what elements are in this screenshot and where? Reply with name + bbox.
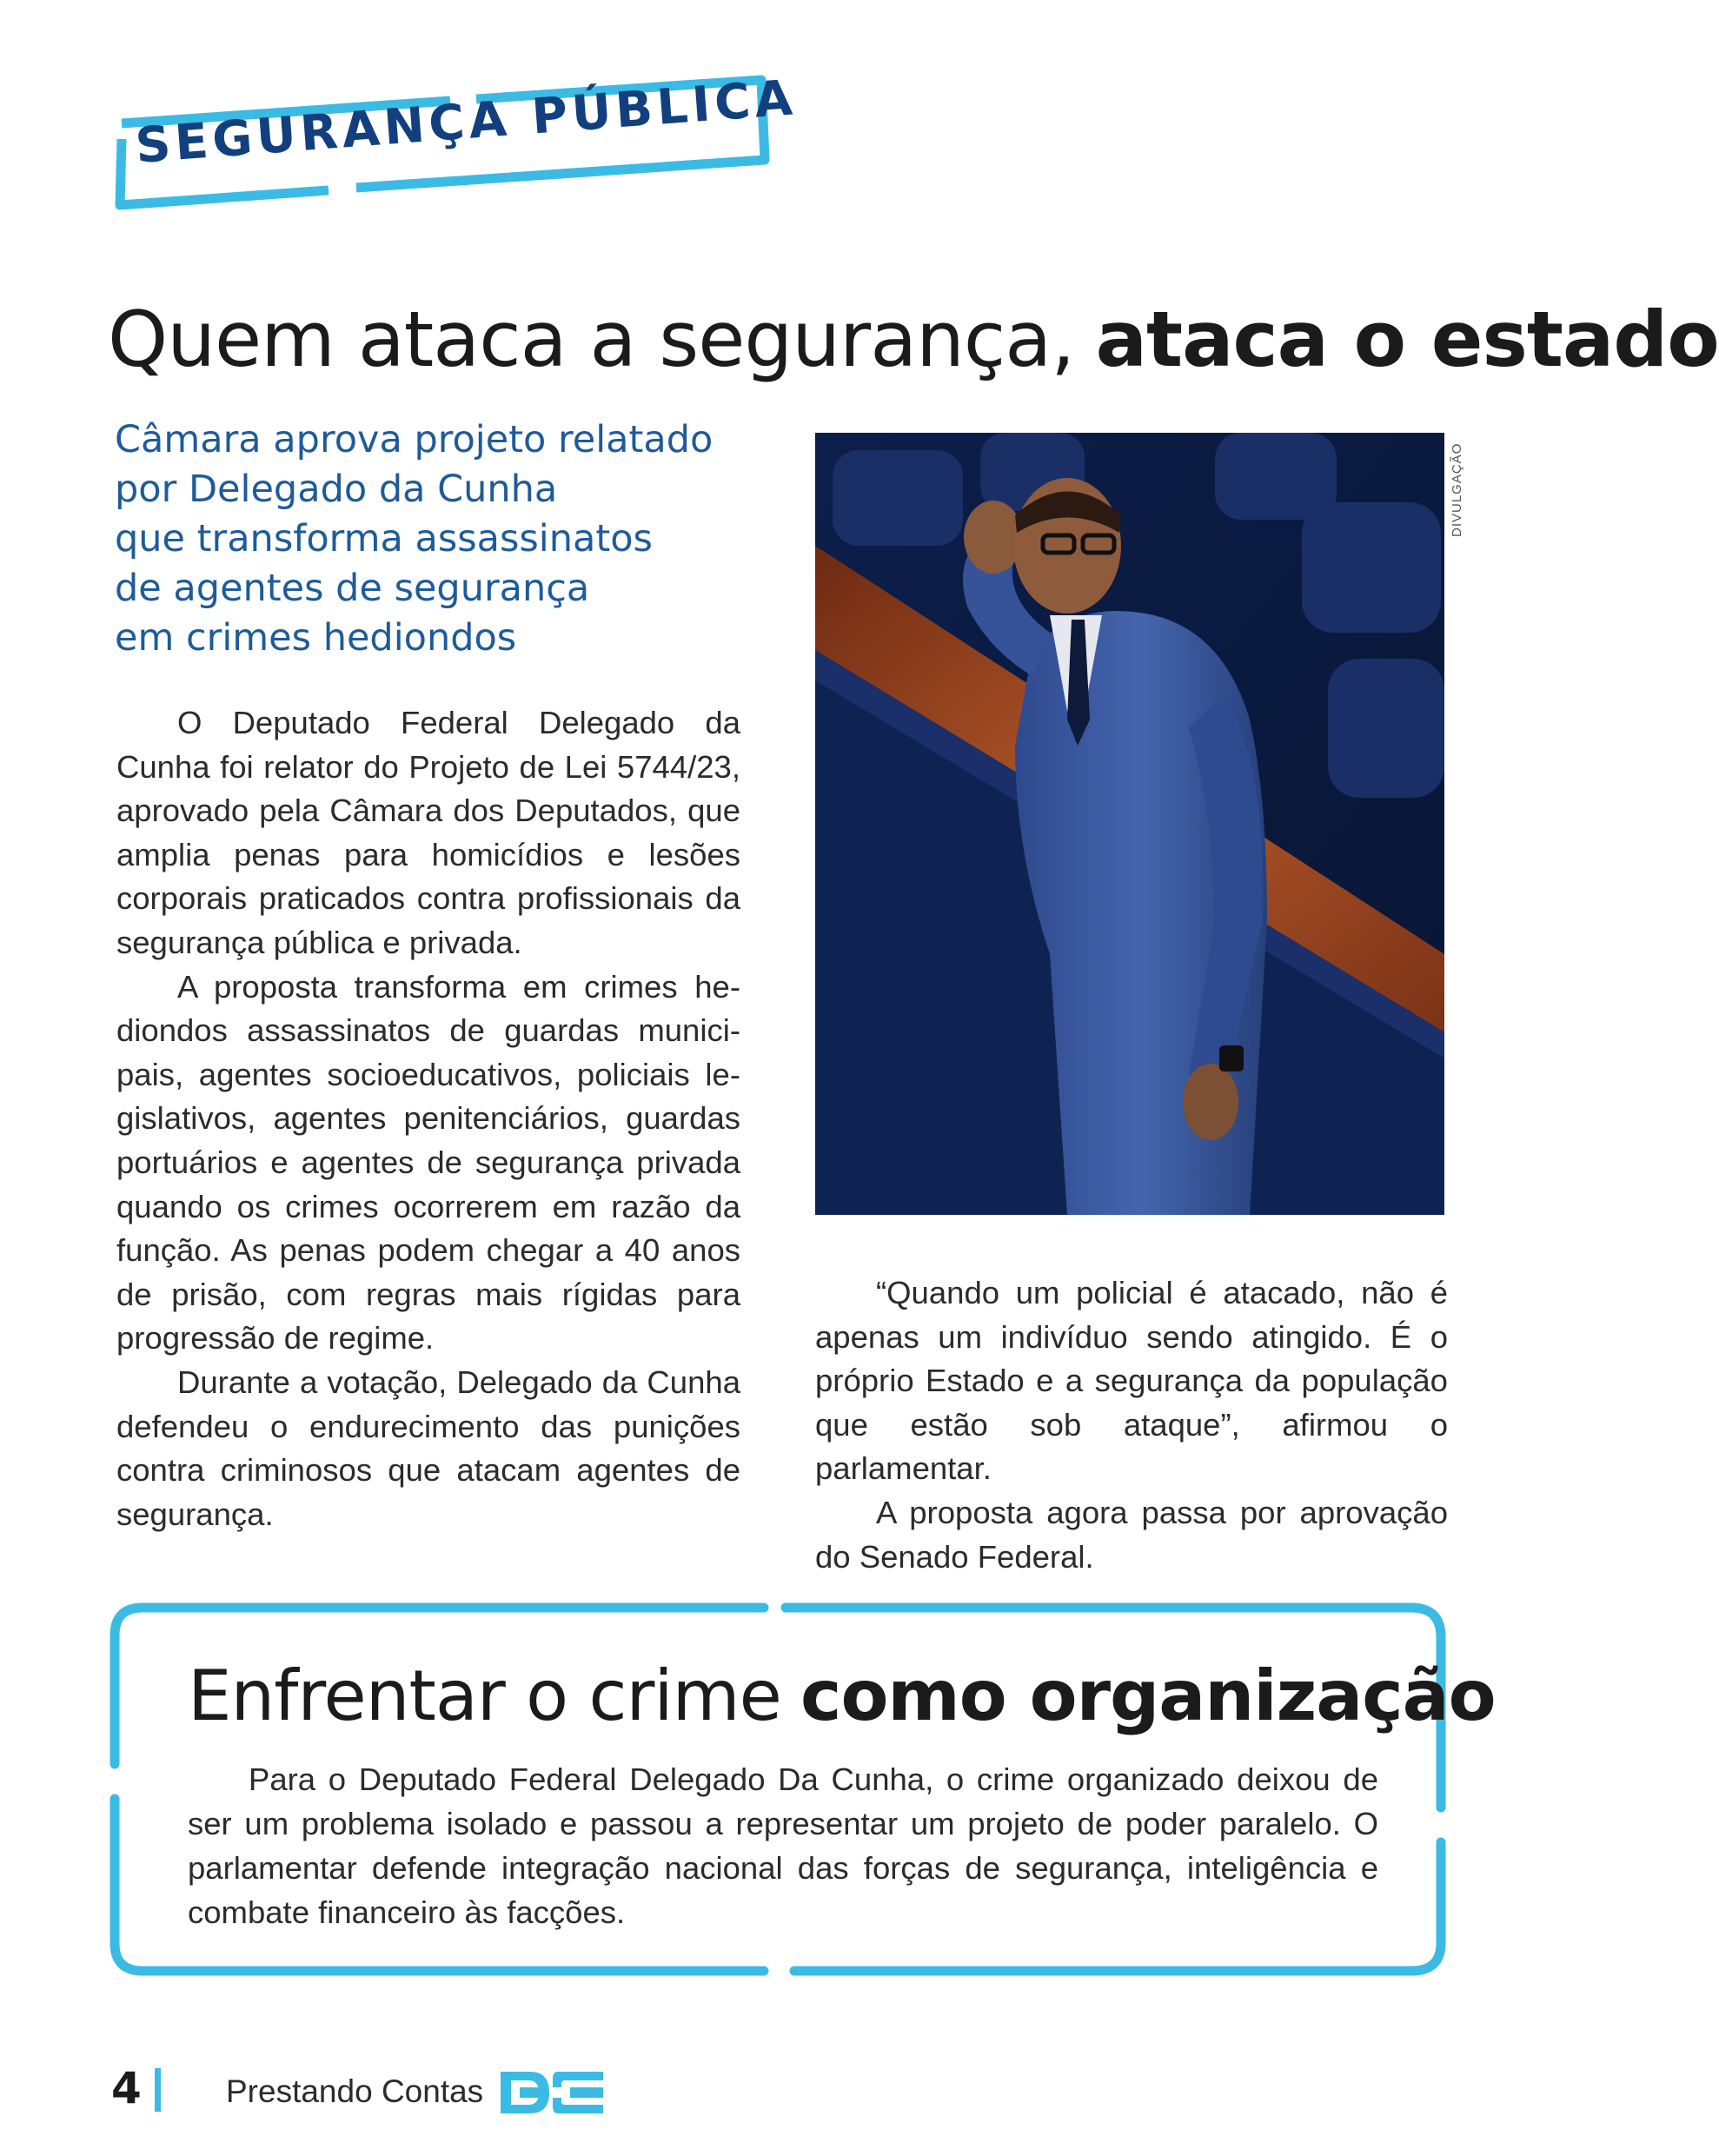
article-paragraph: O Deputado Federal Delegado da Cunha foi relator do Projeto de Lei 5744/23, aprovado pela Câmara dos Deputados, que amplia penas para homicídios e lesões corporais praticados contra profissionais da segurança pública e privada.: [116, 705, 740, 960]
subheadline-line: de agentes de segurança: [115, 567, 590, 610]
subheadline: [115, 415, 740, 663]
headline-bold: ataca o estado: [1095, 295, 1719, 384]
subheadline-line: por Delegado da Cunha: [115, 468, 558, 511]
publication-name: Prestando Contas: [226, 2073, 484, 2109]
subheadline-line: que transforma assassinatos: [115, 517, 653, 561]
article-paragraph: A proposta agora passa por aprovação do Senado Federal.: [815, 1494, 1448, 1575]
dc-logo-icon: [501, 2070, 605, 2115]
headline-light: Quem ataca a segurança,: [108, 295, 1075, 384]
page-footer: [111, 2060, 720, 2120]
page-number-divider: [155, 2068, 161, 2112]
photo-credit: DIVULGAÇÃO: [1450, 442, 1464, 537]
subheadline-line: Câmara aprova projeto relatado: [115, 418, 713, 461]
page-number: 4: [111, 2063, 142, 2113]
box-paragraph-wrap: [188, 1757, 1378, 1934]
box-paragraph: Para o Deputado Federal Delegado Da Cunha, o crime organizado deixou de ser um problema isolado e passou a representar um projeto de poder paralelo. O parlamentar defende integração nacional das forças de segurança, inteligência e combate financeiro às facções.: [188, 1761, 1378, 1930]
section-tag: [111, 70, 799, 216]
article-paragraph: A proposta transforma em crimes hediondos assassinatos de guardas municipais, agentes socioeducativos, policiais legislativos, agentes penitenciários, guardas portuários e agentes de segurança privada quando os crimes ocorrerem em razão da função. As penas podem chegar a 40 anos de prisão, com regras mais rígidas para progressão de regime.: [116, 968, 740, 1357]
highlight-box: [108, 1599, 1496, 1981]
article-paragraph: “Quando um policial é atacado, não é apenas um indivíduo sendo atingido. É o próprio Estado e a segurança da população que estão sob ataque”, afirmou o parlamentar.: [815, 1275, 1448, 1487]
subheadline-line: em crimes hediondos: [115, 616, 517, 660]
photo-illustration: [815, 433, 1444, 1215]
box-title-bold: como organização: [800, 1655, 1496, 1736]
headline: [108, 292, 1719, 388]
section-tag-label: SEGURANÇA PÚBLICA: [133, 70, 799, 175]
box-title: [188, 1653, 1496, 1740]
deputy-salute-photo: [815, 433, 1444, 1215]
article-right-column: [815, 1271, 1448, 1579]
box-title-light: Enfrentar o crime: [188, 1655, 781, 1736]
article-paragraph: Durante a votação, Delegado da Cunha defendeu o endurecimento das punições contra criminosos que atacam agentes de segurança.: [116, 1363, 740, 1532]
article-left-column: [116, 701, 740, 1536]
